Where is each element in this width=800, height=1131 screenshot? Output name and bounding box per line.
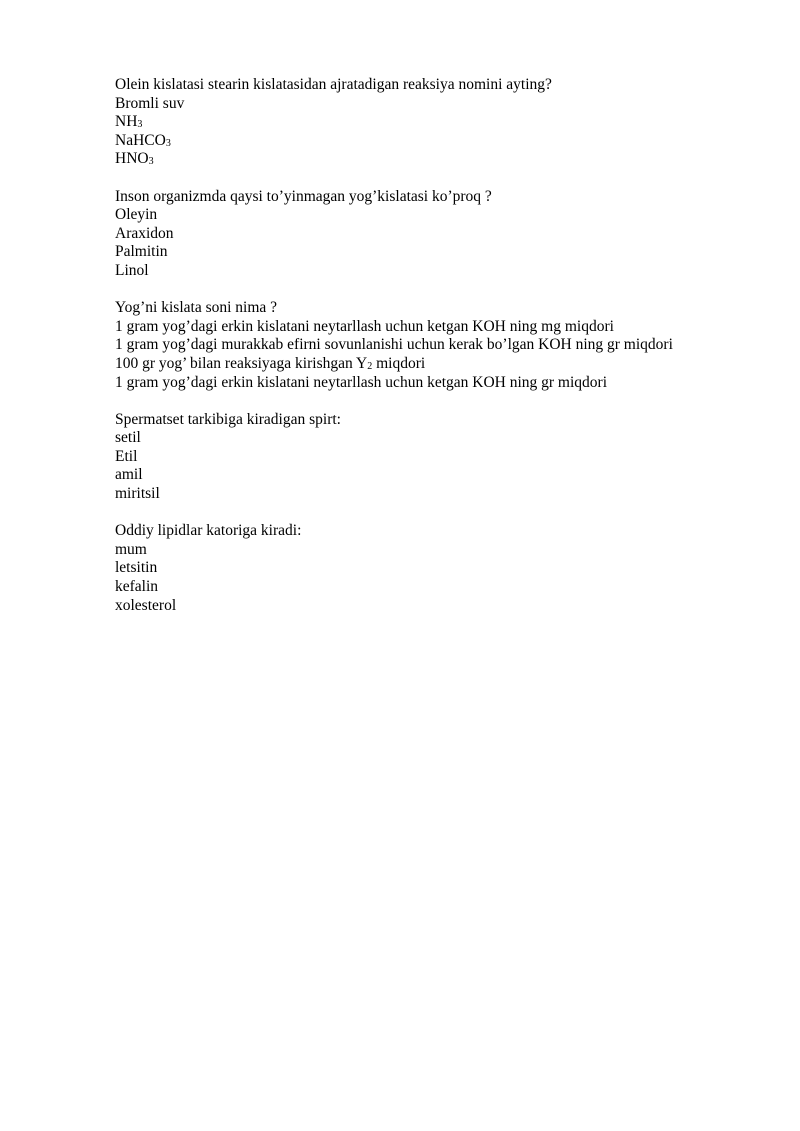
answer-option: Palmitin — [115, 243, 168, 261]
question-text: Oddiy lipidlar katoriga kiradi: — [115, 522, 302, 540]
answer-option: 1 gram yog’dagi erkin kislatani neytarllash uchun ketgan KOH ning mg miqdori — [115, 317, 614, 335]
answer-option: Araxidon — [115, 224, 174, 242]
answer-option: Bromli suv — [115, 94, 185, 112]
question-text: Inson organizmda qaysi to’yinmagan yog’kislatasi ko’proq ? — [115, 187, 492, 205]
question-block-4 — [115, 411, 755, 504]
answer-option: NaHCO3 — [115, 131, 171, 149]
question-text: Spermatset tarkibiga kiradigan spirt: — [115, 410, 341, 428]
question-text: Yog’ni kislata soni nima ? — [115, 299, 278, 317]
answer-option: xolesterol — [115, 596, 177, 614]
answer-option: 1 gram yog’dagi murakkab efirni sovunlanishi uchun kerak bo’lgan KOH ning gr miqdori — [115, 336, 673, 354]
answer-option: kefalin — [115, 578, 159, 596]
answer-option: Etil — [115, 447, 138, 465]
answer-option: NH3 — [115, 113, 143, 131]
document-page — [115, 76, 755, 634]
answer-option: 1 gram yog’dagi erkin kislatani neytarllash uchun ketgan KOH ning gr miqdori — [115, 373, 608, 391]
answer-option: miritsil — [115, 485, 160, 503]
question-block-5 — [115, 522, 755, 615]
answer-option: HNO3 — [115, 150, 154, 168]
answer-option: Oleyin — [115, 206, 158, 224]
answer-option: letsitin — [115, 559, 158, 577]
answer-option: 100 gr yog’ bilan reaksiyaga kirishgan Y2 miqdori — [115, 354, 426, 372]
question-text: Olein kislatasi stearin kislatasidan ajratadigan reaksiya nomini ayting? — [115, 76, 552, 93]
question-block-2 — [115, 188, 755, 281]
answer-option: setil — [115, 429, 141, 447]
question-block-3 — [115, 299, 755, 392]
answer-option: amil — [115, 466, 143, 484]
answer-option: Linol — [115, 261, 149, 279]
answer-option: mum — [115, 540, 147, 558]
question-block-1 — [115, 76, 755, 169]
